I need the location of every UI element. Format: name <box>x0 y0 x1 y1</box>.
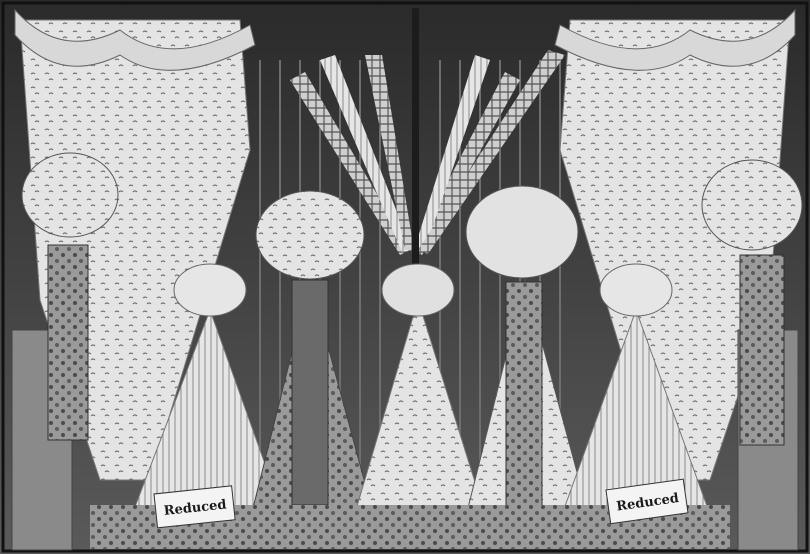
sign-reduced-left-text: Reduced <box>163 497 228 520</box>
sign-reduced-right-text: Reduced <box>615 491 680 515</box>
